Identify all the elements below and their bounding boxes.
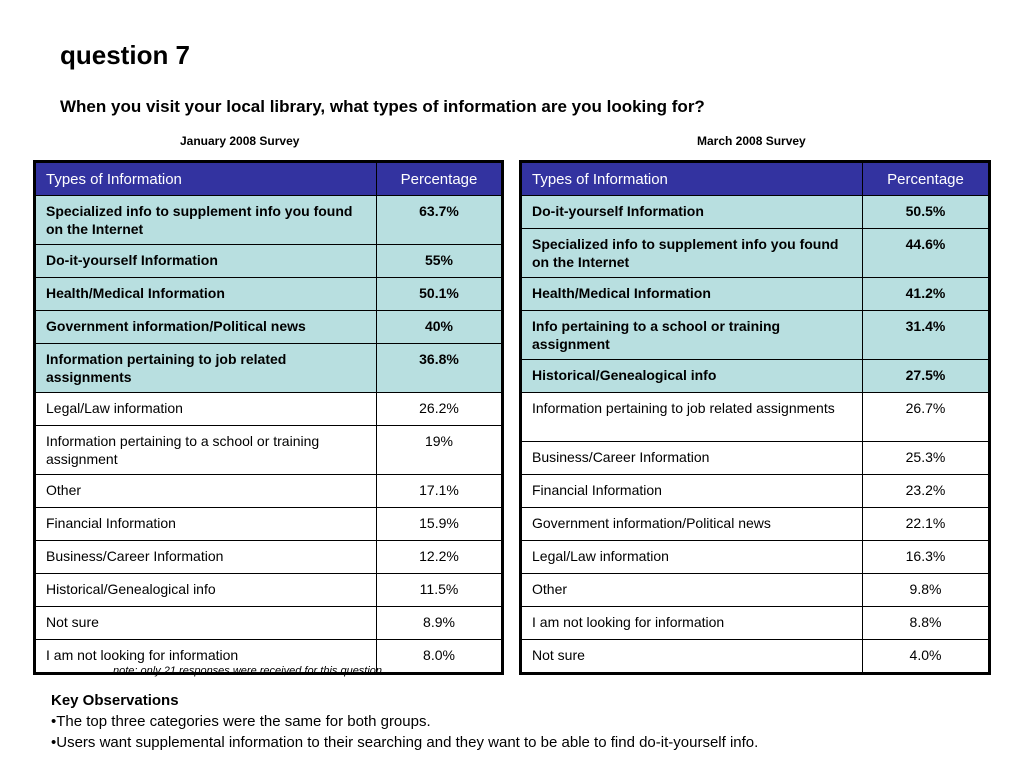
percentage-cell: 40% <box>377 311 503 344</box>
table-row <box>521 278 990 311</box>
observations-heading: Key Observations <box>51 692 179 709</box>
table-row <box>35 541 503 574</box>
table-row <box>35 607 503 640</box>
percentage-cell: 19% <box>377 426 503 475</box>
percentage-cell: 16.3% <box>863 541 990 574</box>
info-type-cell: Historical/Genealogical info <box>521 360 863 393</box>
table-row <box>521 574 990 607</box>
percentage-cell: 36.8% <box>377 344 503 393</box>
info-type-cell: I am not looking for information <box>521 607 863 640</box>
info-type-cell: Other <box>521 574 863 607</box>
percentage-cell: 55% <box>377 245 503 278</box>
column-header-percentage: Percentage <box>377 162 503 196</box>
percentage-cell: 9.8% <box>863 574 990 607</box>
info-type-cell: Legal/Law information <box>35 393 377 426</box>
slide-title: question 7 <box>60 40 191 70</box>
table-header-row <box>35 162 503 196</box>
info-type-cell: Information pertaining to job related assignments <box>521 393 863 442</box>
percentage-cell: 41.2% <box>863 278 990 311</box>
table-row <box>521 475 990 508</box>
percentage-cell: 63.7% <box>377 196 503 245</box>
table-row <box>521 393 990 442</box>
january-survey-table <box>33 160 504 675</box>
table-row <box>35 278 503 311</box>
info-type-cell: Health/Medical Information <box>35 278 377 311</box>
key-observations <box>51 690 758 753</box>
table-row <box>521 196 990 229</box>
column-header-type: Types of Information <box>521 162 863 196</box>
table-header-row <box>521 162 990 196</box>
info-type-cell: Information pertaining to a school or training assignment <box>35 426 377 475</box>
percentage-cell: 8.9% <box>377 607 503 640</box>
table-row <box>35 508 503 541</box>
info-type-cell: Specialized info to supplement info you found on the Internet <box>35 196 377 245</box>
march-survey-table <box>519 160 991 675</box>
percentage-cell: 23.2% <box>863 475 990 508</box>
info-type-cell: Government information/Political news <box>35 311 377 344</box>
info-type-cell: Health/Medical Information <box>521 278 863 311</box>
column-header-type: Types of Information <box>35 162 377 196</box>
observation-item: •Users want supplemental information to their searching and they want to be able to find do-it-yourself info. <box>51 734 759 751</box>
info-type-cell: Historical/Genealogical info <box>35 574 377 607</box>
table-row <box>35 475 503 508</box>
info-type-cell: Business/Career Information <box>35 541 377 574</box>
percentage-cell: 26.2% <box>377 393 503 426</box>
percentage-cell: 27.5% <box>863 360 990 393</box>
info-type-cell: Information pertaining to job related assignments <box>35 344 377 393</box>
table-row <box>35 196 503 245</box>
info-type-cell: Not sure <box>35 607 377 640</box>
march-survey-label: March 2008 Survey <box>697 134 806 148</box>
info-type-cell: I am not looking for information <box>35 640 377 674</box>
percentage-cell: 17.1% <box>377 475 503 508</box>
info-type-cell: Info pertaining to a school or training assignment <box>521 311 863 360</box>
percentage-cell: 26.7% <box>863 393 990 442</box>
percentage-cell: 22.1% <box>863 508 990 541</box>
percentage-cell: 44.6% <box>863 229 990 278</box>
info-type-cell: Not sure <box>521 640 863 674</box>
percentage-cell: 31.4% <box>863 311 990 360</box>
percentage-cell: 25.3% <box>863 442 990 475</box>
info-type-cell: Specialized info to supplement info you found on the Internet <box>521 229 863 278</box>
info-type-cell: Financial Information <box>35 508 377 541</box>
table-row <box>521 360 990 393</box>
percentage-cell: 4.0% <box>863 640 990 674</box>
table-row <box>35 574 503 607</box>
table-row <box>35 426 503 475</box>
column-header-percentage: Percentage <box>863 162 990 196</box>
percentage-cell: 15.9% <box>377 508 503 541</box>
january-survey-label: January 2008 Survey <box>180 134 300 148</box>
info-type-cell: Other <box>35 475 377 508</box>
observation-item: •The top three categories were the same for both groups. <box>51 713 431 730</box>
table-row <box>521 607 990 640</box>
table-row <box>521 442 990 475</box>
table-row <box>35 311 503 344</box>
percentage-cell: 8.0% <box>377 640 503 674</box>
responses-note: note: only 21 responses were received for this question. <box>113 665 386 677</box>
table-row <box>521 508 990 541</box>
info-type-cell: Do-it-yourself Information <box>521 196 863 229</box>
table-row <box>35 344 503 393</box>
table-row <box>521 229 990 278</box>
info-type-cell: Legal/Law information <box>521 541 863 574</box>
table-row <box>521 640 990 674</box>
info-type-cell: Government information/Political news <box>521 508 863 541</box>
table-row <box>521 311 990 360</box>
info-type-cell: Do-it-yourself Information <box>35 245 377 278</box>
percentage-cell: 11.5% <box>377 574 503 607</box>
info-type-cell: Financial Information <box>521 475 863 508</box>
info-type-cell: Business/Career Information <box>521 442 863 475</box>
table-row <box>35 245 503 278</box>
percentage-cell: 8.8% <box>863 607 990 640</box>
table-row <box>521 541 990 574</box>
percentage-cell: 50.1% <box>377 278 503 311</box>
table-row <box>35 393 503 426</box>
question-text: When you visit your local library, what types of information are you looking for? <box>60 97 705 116</box>
percentage-cell: 50.5% <box>863 196 990 229</box>
percentage-cell: 12.2% <box>377 541 503 574</box>
